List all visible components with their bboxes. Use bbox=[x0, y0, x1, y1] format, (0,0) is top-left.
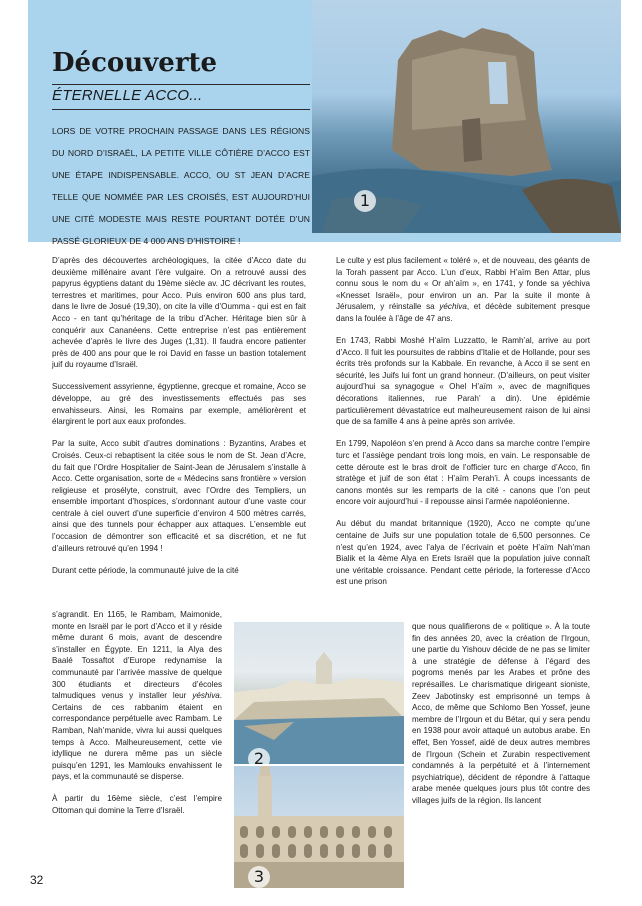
right-column bbox=[336, 255, 590, 588]
paragraph: D’après des découvertes archéologiques, la citée d’Acco date du deuxième millénaire avant l’ère vulgaire. On a retrouvé aussi des papyrus égyptiens datant du 19ème siècle av. JC décrivant les routes, terrestres et maritimes, pour Acco. Puis environ 600 ans plus tard, dans le livre de Josué (19,30), on cite la ville d’Oumma - qui est en fait Acco - en tant qu’héritage de la tribu d’Acher. Héritage bien sûr à conquérir aux Cananéens. Cette entreprise n’est pas entièrement achevée d’après le livre des Juges (1,31). Il faudra encore patienter près de 400 ans pour que le roi David en fasse un bastion totalement juif du royaume d’Israël. bbox=[52, 256, 306, 370]
left-column-lower bbox=[52, 609, 222, 827]
coast-illustration bbox=[234, 622, 404, 764]
photo-number-1: 1 bbox=[354, 190, 376, 212]
photo-ruined-tower bbox=[312, 0, 621, 233]
paragraph: Au début du mandat britannique (1920), Acco ne compte qu’une centaine de Juifs sur une population totale de 6,500 personnes. Ce n’est qu’en 1924, avec l’alya de l’écrivain et poète H’aïm Nah’man Bialik et la 4ème Alya en Erets Israël que la population juive connaît une véritable croissance. Pendant cette période, la forteresse d’Acco est une prison bbox=[336, 519, 590, 587]
paragraph bbox=[52, 609, 222, 783]
paragraph: que nous qualifierons de « politique ». À la toute fin des années 20, avec la création de l’Irgoun, une partie du Yishouv décide de ne pas se limiter à une stratégie de défense à l’égard des pogroms menés par les Arabes et prône des représailles. Le charismatique dirigeant sioniste, Zeev Jabotinsky est emprisonné un temps à Acco, de même que Schlomo Ben Yossef, jeune membre de l’Irgoun et du Bétar, qui y sera pendu en 1938 pour avoir attaqué un autobus arabe. En effet, Ben Yossef, aidé de deux autres membres de l’Irgoun (Schein et Zurabin respectivement condamnés à la perpétuité et à l’internement psychiatrique), décident de répondre à l’attaque arabe menée quelques jours plus tôt contre des villages juifs de la région. Ils lancent bbox=[412, 622, 590, 805]
lead-paragraph: LORS DE VOTRE PROCHAIN PASSAGE DANS LES RÉGIONS DU NORD D’ISRAËL, LA PETITE VILLE CÔTIÈRE D’ACCO EST UNE ÉTAPE INDISPENSABLE. ACCO, OU ST JEAN D’ACRE TELLE QUE NOMMÉE PAR LES CROISÉS, EST AUJOURD’HUI UNE CITÉ MODESTE MAIS RESTE POURTANT DOTÉE D’UN PASSÉ GLORIEUX DE 4 000 ANS D’HISTOIRE ! bbox=[52, 126, 310, 246]
header-text-block bbox=[52, 46, 312, 80]
left-column bbox=[52, 255, 306, 576]
italic-term: yéshiva bbox=[192, 691, 220, 701]
photo-clock-tower bbox=[234, 766, 404, 888]
paragraph-text: Le culte y est plus facilement « toléré », et de nouveau, des géants de la Torah passent par Acco. L’un d’eux, Rabbi H’aïm Ben Attar, plus connu sous le nom du « Or ah’aïm », en 1741, y fonde sa yéchiva «Knesset Israël», pour environ un an. Par la suite il monte à Jérusalem, y réinstalle sa bbox=[336, 256, 590, 312]
right-column-lower bbox=[412, 621, 590, 817]
paragraph: À partir du 16ème siècle, c’est l’empire Ottoman qui domine la Terre d’Israël. bbox=[52, 794, 222, 815]
photo-coastal-town bbox=[234, 622, 404, 764]
photo-number-3: 3 bbox=[248, 866, 270, 888]
paragraph-text: . Certains de ces rabbanim étaient en correspondance perpétuelle avec Rambam. Le Ramban, Nah’manide, vivra lui aussi quelques temps à Acco. Malheureusement, cette vie idyllique ne durera même pas un siècle puisqu’en 1291, les Mamlouks envahissent le pays, et la communauté se disperse. bbox=[52, 691, 223, 782]
paragraph-text: s’agrandit. En 1165, le Rambam, Maimonide, monte en Israël par le port d’Acco et il y réside même durant 6 mois, avant de descendre s’installer en Égypte. En 1211, la Alya des Baalé Tossaftot d’Europe redynamise la communauté par l’arrivée massive de quelque 300 étudiants et directeurs d’écoles talmudiques venus y installer leur bbox=[52, 610, 222, 701]
title-rule-top bbox=[52, 84, 310, 85]
paragraph: En 1743, Rabbi Moshé H’aïm Luzzatto, le Ramh’al, arrive au port d’Acco. Il fuit les poursuites de rabbins d’Italie et de Hollande, pour ses écrits très profonds sur la Kabbale. En revanche, à Acco il se sent en sécurité, les Juifs lui font un grand honneur. (D’ailleurs, on peut visiter aujourd’hui sa synagogue « Ohel H’aïm », avec de magnifiques décorations italiennes, rue Parah’ a din). Une épidémie particulièrement dévastatrice eut malheureusement raison de lui ainsi que de sa famille 4 ans à peine après son arrivée. bbox=[336, 336, 590, 427]
page-number: 32 bbox=[30, 873, 44, 887]
title-rule-bottom bbox=[52, 109, 310, 110]
paragraph-text: , et décède subitement presque dans la foulée à l’âge de 47 ans. bbox=[336, 302, 591, 323]
paragraph: En 1799, Napoléon s’en prend à Acco dans sa marche contre l’empire turc et l’assiège pendant trois long mois, en vain. Le responsable de cette déroute est le bras droit de l’officier turc en charge d’Acco, fin stratège et juif de son état : H’aïm Perah’i. À coups incessants de canons montés sur les remparts de la cité - canons que l’on peut encore voir aujourd’hui - il repousse ainsi l’armée napoléonienne. bbox=[336, 439, 590, 507]
paragraph bbox=[336, 255, 590, 325]
section-title: Découverte bbox=[52, 48, 218, 78]
article-title: ÉTERNELLE ACCO... bbox=[52, 87, 203, 104]
paragraph: Durant cette période, la communauté juive de la cité bbox=[52, 565, 239, 575]
paragraph: Par la suite, Acco subit d’autres dominations : Byzantins, Arabes et Croisés. Ceux-ci rebaptisent la citée sous le nom de St. Jean d’Acre, du fait que l’Ordre Hospitalier de Saint-Jean de Jérusalem s’installe à Acco. Cette organisation, sorte de « Médecins sans frontière » version religieuse et prosélyte, construit, avec l’Ordre des Templiers, un ensemble important d’hospices, s’ordonnant autour d’une vaste cour centrale à ciel ouvert d’une superficie d’environ 4 500 mètres carrés, ainsi que des tunnels pour échapper aux attaques. L’ensemble eut l’occasion de démontrer son efficacité et sa discrétion, et ne fut d’ailleurs retrouvé qu’en 1994 ! bbox=[52, 439, 306, 553]
italic-term: yéchiva bbox=[439, 302, 467, 312]
paragraph: Successivement assyrienne, égyptienne, grecque et romaine, Acco se développe, au gré des investissements effectués pas ses envahisseurs. Ainsi, les Romains par exemple, améliorèrent et élargirent le port aux eaux profondes. bbox=[52, 382, 306, 427]
photo-number-2: 2 bbox=[248, 748, 270, 764]
